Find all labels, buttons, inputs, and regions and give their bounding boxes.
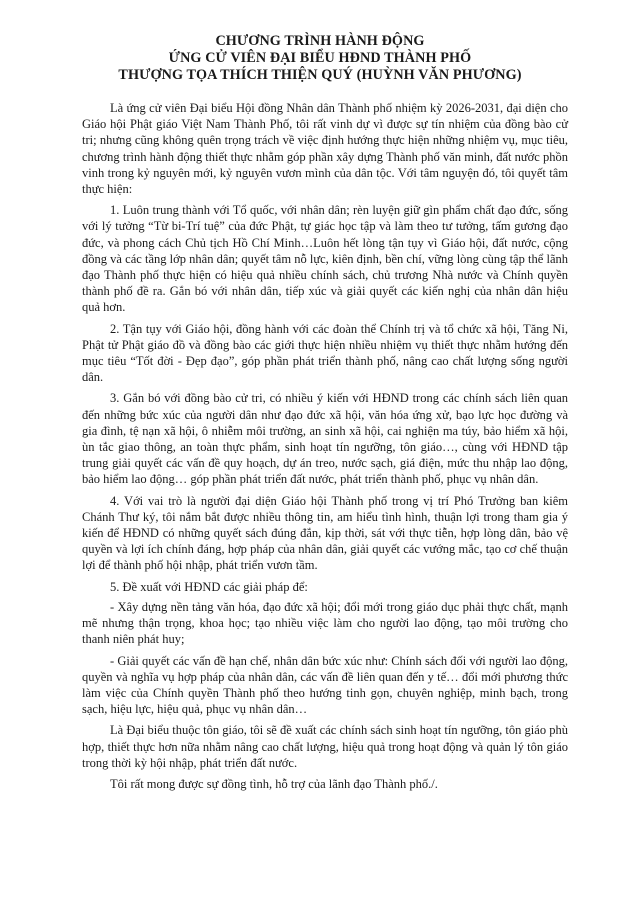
paragraph-solution-2: - Giải quyết các vấn đề hạn chế, nhân dân bức xúc như: Chính sách đối với người lao động, quyền và nghĩa vụ hợp pháp của nhân dân, các vấn đề liên quan đến y tế… đổi mới phương thức làm việc của Chính quyền Thành phố theo hướng tinh gọn, chuyên nghiệp, minh bạch, trong sạch, hiệu lực, hiệu quả, phục vụ nhân dân… xyxy=(82,653,568,717)
title-line-1: CHƯƠNG TRÌNH HÀNH ĐỘNG xyxy=(215,33,425,49)
paragraph-religion: Là Đại biểu thuộc tôn giáo, tôi sẽ đề xuất các chính sách sinh hoạt tín ngưỡng, tôn giáo phù hợp, thiết thực hơn nữa nhằm nâng cao chất lượng, hiệu quả trong hoạt động và quản lý tôn giáo trong thời kỳ hội nhập, phát triển đất nước. xyxy=(82,723,568,770)
paragraph-point-3: 3. Gắn bó với đồng bào cử tri, có nhiều ý kiến với HĐND trong các chính sách liên quan đến những bức xúc của người dân như đạo đức xã hội, văn hóa ứng xử, bạo lực học đường và gia đình, tệ nạn xã hội, ô nhiễm môi trường, an sinh xã hội, cai nghiện ma túy, bảo hiểm xã hội, ùn tắc giao thông, an toàn thực phẩm, sinh hoạt tín ngưỡng, tôn giáo…, cùng với HĐND tập trung giải quyết các vấn đề quy hoạch, dự án treo, nước sạch, giá điện, mức thu nhập lao động, bảo hiểm lao động… góp phần phát triển đất nước, phát triển thành phố, phục vụ nhân dân. xyxy=(82,391,568,487)
title-line-3: THƯỢNG TỌA THÍCH THIỆN QUÝ (HUỲNH VĂN PHƯƠNG) xyxy=(118,67,522,83)
document-body xyxy=(82,100,568,797)
paragraph-point-4: 4. Với vai trò là người đại diện Giáo hội Thành phố trong vị trí Phó Trưởng ban kiêm Chánh Thư ký, tôi nắm bắt được nhiều thông tin, am hiểu tình hình, thuận lợi trong tham gia ý kiến để HĐND có những quyết sách đúng đắn, kịp thời, sát với thực tiễn, hợp lòng dân, bảo vệ quyền và lợi ích chính đáng, hợp pháp của nhân dân, giải quyết các vướng mắc, tạo cơ chế thuận lợi để thành phố hội nhập, phát triển vươn tầm. xyxy=(82,493,568,573)
paragraph-closing: Tôi rất mong được sự đồng tình, hỗ trợ của lãnh đạo Thành phố./. xyxy=(110,776,438,791)
paragraph-intro: Là ứng cử viên Đại biểu Hội đồng Nhân dân Thành phố nhiệm kỳ 2026-2031, đại diện cho Giáo hội Phật giáo Việt Nam Thành Phố, tôi rất vinh dự vì được sự tín nhiệm của đồng bào cử tri; nhưng cũng không quên trọng trách về việc định hướng thực hiện những nhiệm vụ, mục tiêu, chương trình hành động thiết thực nhằm góp phần xây dựng Thành phố văn minh, đất nước phồn vinh trong kỷ nguyên mới, kỷ nguyên vươn mình của dân tộc. Với tâm nguyện đó, tôi quyết tâm thực hiện: xyxy=(82,101,568,197)
paragraph-point-1: 1. Luôn trung thành với Tổ quốc, với nhân dân; rèn luyện giữ gìn phẩm chất đạo đức, sống với lý tưởng “Từ bi-Trí tuệ” của đức Phật, tự giác học tập và làm theo tư tưởng, tấm gương đạo đức, và phong cách Chủ tịch Hồ Chí Minh…Luôn hết lòng tận tụy vì Giáo hội, đất nước, cộng đồng và các tầng lớp nhân dân; quyết tâm nỗ lực, kiên định, bền chí, vững lòng cùng tập thể lãnh đạo Thành phố thực hiện có hiệu quả nhiều chính sách, chủ trương Nhà nước và Chính quyền thành phố đề ra. Gắn bó với nhân dân, tiếp xúc và giải quyết các kiến nghị của nhân dân hiệu quả hơn. xyxy=(82,203,568,315)
paragraph-point-5: 5. Đề xuất với HĐND các giải pháp để: xyxy=(110,579,308,594)
title-line-2: ỨNG CỬ VIÊN ĐẠI BIỂU HĐND THÀNH PHỐ xyxy=(168,50,472,66)
document-header xyxy=(60,33,580,84)
paragraph-point-2: 2. Tận tụy với Giáo hội, đồng hành với các đoàn thể Chính trị và tổ chức xã hội, Tăng Ni, Phật tử Phật giáo đồ và đồng bào các giới thực hiện nhiều nhiệm vụ thiết thực nhằm hướng đến mục tiêu “Tốt đời - Đẹp đạo”, góp phần phát triển thành phố, nâng cao chất lượng sống người dân. xyxy=(82,321,568,385)
paragraph-solution-1: - Xây dựng nền tảng văn hóa, đạo đức xã hội; đổi mới trong giáo dục phải thực chất, mạnh mẽ nhưng thận trọng, khoa học; tạo nhiều việc làm cho người lao động, tạo môi trường cho thanh niên phát huy; xyxy=(82,599,568,647)
